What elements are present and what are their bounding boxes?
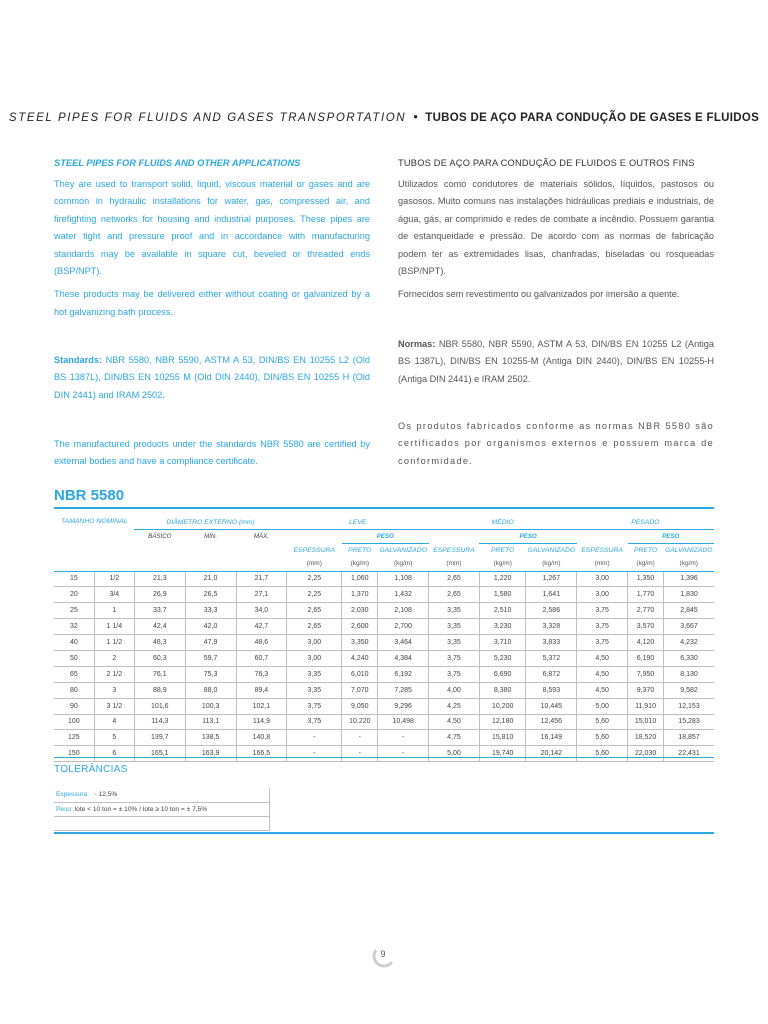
unit-pesado-preto: (kg/m) <box>628 557 664 571</box>
table-cell: 3 1/2 <box>94 698 134 714</box>
table-cell: 3,75 <box>429 666 480 682</box>
table-row <box>54 571 714 587</box>
table-cell: 114,9 <box>236 714 287 730</box>
table-row <box>54 698 714 714</box>
table-cell: 1,770 <box>628 587 664 603</box>
table-cell: 2,030 <box>342 603 378 619</box>
tolerance-peso-label: Peso: <box>56 805 73 813</box>
table-cell: 76,1 <box>134 666 185 682</box>
table-cell: 113,1 <box>185 714 236 730</box>
table-cell: 88,0 <box>185 682 236 698</box>
table-cell: 6,010 <box>342 666 378 682</box>
table-cell: 2,586 <box>526 603 577 619</box>
table-cell: 9,370 <box>628 682 664 698</box>
header-pesado-preto: PRETO <box>633 546 658 554</box>
table-cell: 1,220 <box>479 571 526 587</box>
table-row <box>54 635 714 651</box>
divider-top <box>54 507 714 509</box>
table-cell: 2,65 <box>287 603 342 619</box>
table-row <box>54 666 714 682</box>
table-cell: 15,283 <box>664 714 714 730</box>
table-cell: 4,50 <box>577 666 628 682</box>
english-paragraph-certification: The manufactured products under the standards NBR 5580 are certified by external bodies and have a compliance certificate. <box>54 439 370 467</box>
table-cell: 1,060 <box>342 571 378 587</box>
table-cell: 48,3 <box>134 635 185 651</box>
header-medio: MÉDIO <box>429 517 577 529</box>
header-leve-espessura: ESPESSURA <box>293 546 336 554</box>
header-max: MÁX. <box>253 532 269 540</box>
table-cell: 140,8 <box>236 730 287 746</box>
table-cell: 4,232 <box>664 635 714 651</box>
english-certification <box>54 436 370 477</box>
table-body <box>54 571 714 762</box>
divider-bottom <box>54 832 714 834</box>
table-row <box>54 650 714 666</box>
unit-leve-preto: (kg/m) <box>342 557 378 571</box>
header-diametro-externo: DIÂMETRO EXTERNO (mm) <box>134 517 286 529</box>
table-cell: 101,6 <box>134 698 185 714</box>
table-cell: 7,070 <box>342 682 378 698</box>
table-cell: 18,857 <box>664 730 714 746</box>
table-cell: 150 <box>54 746 94 762</box>
table-cell: - <box>342 730 378 746</box>
table-cell: 8,130 <box>664 666 714 682</box>
table-cell: 8,593 <box>526 682 577 698</box>
table-cell: - <box>378 730 429 746</box>
table-cell: 3,75 <box>287 714 342 730</box>
header-min: MÍN. <box>204 532 218 540</box>
table-cell: 60,3 <box>134 650 185 666</box>
table-cell: 4,50 <box>577 682 628 698</box>
table-cell: 10,220 <box>342 714 378 730</box>
table-cell: 3,00 <box>287 650 342 666</box>
table-cell: 1/2 <box>94 571 134 587</box>
table-cell: 47,9 <box>185 635 236 651</box>
table-cell: 2,25 <box>287 587 342 603</box>
table-cell: 3,35 <box>429 619 480 635</box>
table-cell: 100 <box>54 714 94 730</box>
table-cell: 1,432 <box>378 587 429 603</box>
table-cell: 3,230 <box>479 619 526 635</box>
table-cell: 2 <box>94 650 134 666</box>
table-cell: 8,380 <box>479 682 526 698</box>
table-cell: 2,600 <box>342 619 378 635</box>
table-cell: 5,60 <box>577 730 628 746</box>
table-cell: 6,192 <box>378 666 429 682</box>
table-cell: 5,00 <box>429 746 480 762</box>
table-cell: 59,7 <box>185 650 236 666</box>
table-cell: 5 <box>94 730 134 746</box>
portuguese-paragraph-certification: Os produtos fabricados conforme as normas NBR 5580 são certificados por organismos externos e possuem marca de conformidade. <box>398 421 714 466</box>
unit-leve-galvanizado: (kg/m) <box>378 557 429 571</box>
table-cell: 4,00 <box>429 682 480 698</box>
table-cell: 25 <box>54 603 94 619</box>
table-cell: 20,142 <box>526 746 577 762</box>
table-cell: 4,240 <box>342 650 378 666</box>
table-cell: 138,5 <box>185 730 236 746</box>
table-cell: 88,9 <box>134 682 185 698</box>
table-cell: 6,190 <box>628 650 664 666</box>
table-cell: 5,372 <box>526 650 577 666</box>
table-cell: 4,25 <box>429 698 480 714</box>
table-cell: 19,740 <box>479 746 526 762</box>
page-number-text: 9 <box>380 949 386 959</box>
portuguese-certification <box>398 418 714 476</box>
table-cell: 75,3 <box>185 666 236 682</box>
header-medio-galvanizado: GALVANIZADO <box>527 546 576 554</box>
english-paragraph-coating: These products may be delivered either without coating or galvanized by a hot galvanizing bath process. <box>54 289 370 317</box>
table-cell: 1,830 <box>664 587 714 603</box>
table-cell: 34,0 <box>236 603 287 619</box>
unit-pesado-galvanizado: (kg/m) <box>664 557 714 571</box>
table-cell: 3,75 <box>577 603 628 619</box>
table-cell: - <box>378 746 429 762</box>
table-cell: 9,582 <box>664 682 714 698</box>
table-cell: 3,464 <box>378 635 429 651</box>
table-cell: 4 <box>94 714 134 730</box>
header-leve: LEVE <box>287 517 429 529</box>
table-cell: 114,3 <box>134 714 185 730</box>
table-cell: 3,75 <box>287 698 342 714</box>
table-cell: 21,3 <box>134 571 185 587</box>
table-cell: 6 <box>94 746 134 762</box>
table-cell: 1,350 <box>628 571 664 587</box>
table-cell: 5,60 <box>577 746 628 762</box>
table-cell: 15,810 <box>479 730 526 746</box>
table-cell: 2 1/2 <box>94 666 134 682</box>
table-cell: 4,384 <box>378 650 429 666</box>
page-number <box>368 944 398 970</box>
table-row <box>54 682 714 698</box>
english-heading: STEEL PIPES FOR FLUIDS AND OTHER APPLICATIONS <box>54 158 301 168</box>
table-cell: 165,1 <box>134 746 185 762</box>
normas-text: NBR 5580, NBR 5590, ASTM A 53, DIN/BS EN 10255 L2 (Antiga BS 1387L), DIN/BS EN 10255-M (Antiga DIN 2440), DIN/BS EN 10255-H (Antiga DIN 2441) e IRAM 2502. <box>398 339 714 384</box>
table-cell: 76,3 <box>236 666 287 682</box>
tolerance-espessura <box>54 788 270 802</box>
table-cell: 3,00 <box>287 635 342 651</box>
table-cell: 21,0 <box>185 571 236 587</box>
table-cell: 1,108 <box>378 571 429 587</box>
table-row <box>54 730 714 746</box>
table-cell: 12,456 <box>526 714 577 730</box>
table-cell: 16,149 <box>526 730 577 746</box>
table-cell: 3,710 <box>479 635 526 651</box>
standards-label: Standards: <box>54 355 102 365</box>
table-cell: 1,641 <box>526 587 577 603</box>
table-cell: 3 <box>94 682 134 698</box>
header-medio-preto: PRETO <box>491 546 515 554</box>
page-header <box>0 112 768 124</box>
table-cell: 89,4 <box>236 682 287 698</box>
table-cell: 15 <box>54 571 94 587</box>
table-cell: 2,845 <box>664 603 714 619</box>
table-cell: 65 <box>54 666 94 682</box>
table-cell: 100,3 <box>185 698 236 714</box>
standards-text: NBR 5580, NBR 5590, ASTM A 53, DIN/BS EN 10255 L2 (Old BS 1387L), DIN/BS EN 10255 M (Old DIN 2440), DIN/BS EN 10255 H (Old DIN 2441) and IRAM 2502. <box>54 355 370 400</box>
table-cell: 3,35 <box>287 666 342 682</box>
table-cell: 5,230 <box>479 650 526 666</box>
table-cell: 22,431 <box>664 746 714 762</box>
table-cell: 3,75 <box>429 650 480 666</box>
table-cell: 42,0 <box>185 619 236 635</box>
table-row <box>54 746 714 762</box>
table-cell: 3,328 <box>526 619 577 635</box>
table-cell: 1,396 <box>664 571 714 587</box>
table-row <box>54 714 714 730</box>
table-cell: 26,5 <box>185 587 236 603</box>
table-cell: 163,9 <box>185 746 236 762</box>
portuguese-paragraph-coating: Fornecidos sem revestimento ou galvanizados por imersão a quente. <box>398 289 680 300</box>
table-cell: 2,510 <box>479 603 526 619</box>
table-cell: 15,010 <box>628 714 664 730</box>
table-cell: 102,1 <box>236 698 287 714</box>
table-cell: 3,35 <box>429 603 480 619</box>
table-cell: 3/4 <box>94 587 134 603</box>
header-basico: BÁSICO <box>148 532 172 540</box>
table-cell: 3,350 <box>342 635 378 651</box>
table-cell: 26,9 <box>134 587 185 603</box>
table-cell: 3,00 <box>577 571 628 587</box>
table-cell: 2,65 <box>287 619 342 635</box>
header-bullet: • <box>413 112 418 124</box>
table-cell: 1 1/2 <box>94 635 134 651</box>
table-cell: 90 <box>54 698 94 714</box>
table-cell: 4,50 <box>577 650 628 666</box>
table-cell: 3,35 <box>287 682 342 698</box>
table-cell: 60,7 <box>236 650 287 666</box>
tolerance-peso-value: lote < 10 ton = ± 10% / lote ≥ 10 ton = ± 7,5% <box>74 805 208 813</box>
table-cell: 10,200 <box>479 698 526 714</box>
table-cell: 42,4 <box>134 619 185 635</box>
table-title: NBR 5580 <box>54 487 125 504</box>
english-standards <box>54 352 370 410</box>
table-cell: 10,445 <box>526 698 577 714</box>
portuguese-column <box>398 156 714 310</box>
table-cell: 3,75 <box>577 619 628 635</box>
table-cell: 6,330 <box>664 650 714 666</box>
tolerancias-table <box>54 788 270 831</box>
header-pesado-espessura: ESPESSURA <box>581 546 623 554</box>
table-cell: 2,108 <box>378 603 429 619</box>
table-cell: 3,75 <box>577 635 628 651</box>
table-cell: 4,75 <box>429 730 480 746</box>
table-cell: 22,030 <box>628 746 664 762</box>
table-row <box>54 619 714 635</box>
table-cell: 12,153 <box>664 698 714 714</box>
table-cell: 1 <box>94 603 134 619</box>
table-cell: 11,910 <box>628 698 664 714</box>
table-cell: 42,7 <box>236 619 287 635</box>
nbr5580-table <box>54 517 714 762</box>
table-cell: 2,65 <box>429 587 480 603</box>
table-cell: 32 <box>54 619 94 635</box>
table-cell: 1,267 <box>526 571 577 587</box>
portuguese-heading: TUBOS DE AÇO PARA CONDUÇÃO DE FLUIDOS E OUTROS FINS <box>398 158 695 168</box>
header-leve-preto: PRETO <box>348 546 372 554</box>
table-cell: 12,180 <box>479 714 526 730</box>
portuguese-paragraph-usage: Utilizados como condutores de materiais sólidos, líquidos, pastosos ou gasosos. Muito comuns nas instalações hidráulicas prediais e industriais, de água, gás, ar comprimido e redes de combate a incêndio. Possuem garantia de estanqueidade e pressão. De acordo com as normas de fabricação podem ter as extremidades lisas, chanfradas, biseladas ou rosqueadas (BSP/NPT). <box>398 179 714 277</box>
table-cell: 40 <box>54 635 94 651</box>
table-cell: 7,285 <box>378 682 429 698</box>
table-cell: 1,370 <box>342 587 378 603</box>
unit-medio-espessura: (mm) <box>429 557 480 571</box>
table-cell: - <box>287 746 342 762</box>
unit-pesado-espessura: (mm) <box>577 557 628 571</box>
table-cell: 50 <box>54 650 94 666</box>
table-cell: 10,498 <box>378 714 429 730</box>
table-cell: 7,950 <box>628 666 664 682</box>
table-cell: 2,770 <box>628 603 664 619</box>
table-cell: 18,520 <box>628 730 664 746</box>
table-cell: 1,580 <box>479 587 526 603</box>
table-cell: 20 <box>54 587 94 603</box>
table-cell: 27,1 <box>236 587 287 603</box>
unit-medio-preto: (kg/m) <box>479 557 526 571</box>
header-portuguese-title: TUBOS DE AÇO PARA CONDUÇÃO DE GASES E FLUIDOS <box>425 112 760 124</box>
tolerance-espessura-value: - 12,5% <box>94 791 118 799</box>
table-cell: 6,690 <box>479 666 526 682</box>
table-cell: 2,65 <box>429 571 480 587</box>
table-cell: - <box>342 746 378 762</box>
english-column <box>54 156 370 327</box>
table-cell: 3,35 <box>429 635 480 651</box>
table-cell: 33,3 <box>185 603 236 619</box>
normas-label: Normas: <box>398 339 436 349</box>
header-medio-espessura: ESPESSURA <box>433 546 475 554</box>
tolerance-espessura-label: Espessura: <box>56 791 89 799</box>
table-cell: 6,872 <box>526 666 577 682</box>
table-cell: 3,667 <box>664 619 714 635</box>
table-cell: 33,7 <box>134 603 185 619</box>
table-cell: 48,6 <box>236 635 287 651</box>
header-leve-galvanizado: GALVANIZADO <box>379 546 427 554</box>
table-cell: 9,050 <box>342 698 378 714</box>
table-cell: 2,25 <box>287 571 342 587</box>
table-cell: 125 <box>54 730 94 746</box>
table-cell: 80 <box>54 682 94 698</box>
table-cell: 5,00 <box>577 698 628 714</box>
table-cell: 4,120 <box>628 635 664 651</box>
table-cell: 5,60 <box>577 714 628 730</box>
tolerance-empty-row <box>54 816 270 830</box>
divider-middle <box>54 757 714 758</box>
tolerance-peso <box>54 802 270 816</box>
english-paragraph-usage: They are used to transport solid, liquid, viscous material or gases and are common in hydraulic installations for water, gas, compressed air, and firefighting networks for housing and industrial purposes. These pipes are water tight and pressure proof and in accordance with manufacturing standards may be available in square cut, beveled or threaded ends (BSP/NPT). <box>54 179 370 277</box>
table-cell: 139,7 <box>134 730 185 746</box>
unit-leve-espessura: (mm) <box>287 557 342 571</box>
table-cell: 1 1/4 <box>94 619 134 635</box>
unit-medio-galvanizado: (kg/m) <box>526 557 577 571</box>
header-pesado: PESADO <box>577 517 714 529</box>
tolerancias-title: TOLERÂNCIAS <box>54 764 128 775</box>
header-tamanho-nominal: TAMANHO NOMINAL <box>61 518 128 525</box>
table-cell: 3,570 <box>628 619 664 635</box>
table-cell: - <box>287 730 342 746</box>
table-cell: 4,50 <box>429 714 480 730</box>
table-row <box>54 603 714 619</box>
table-cell: 3,00 <box>577 587 628 603</box>
header-leve-peso: PESO <box>342 529 429 543</box>
table-cell: 9,296 <box>378 698 429 714</box>
header-pesado-galvanizado: GALVANIZADO <box>664 546 713 554</box>
header-medio-peso: PESO <box>479 529 576 543</box>
header-english-title: STEEL PIPES FOR FLUIDS AND GASES TRANSPORTATION <box>8 112 407 124</box>
table-cell: 21,7 <box>236 571 287 587</box>
table-cell: 166,5 <box>236 746 287 762</box>
table-row <box>54 587 714 603</box>
portuguese-normas <box>398 336 714 394</box>
header-pesado-peso: PESO <box>628 529 714 543</box>
table-cell: 3,833 <box>526 635 577 651</box>
table-cell: 2,700 <box>378 619 429 635</box>
